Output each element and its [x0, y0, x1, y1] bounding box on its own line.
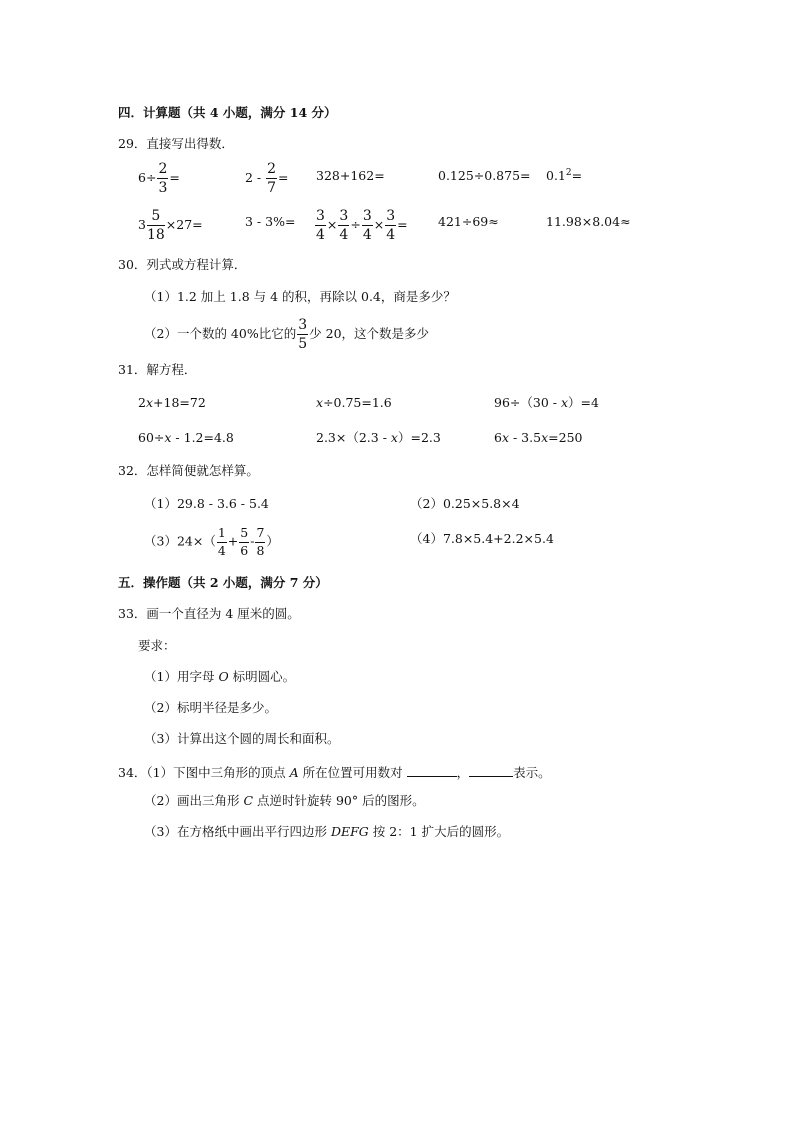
fraction: $\frac{5}{6}$	[240, 525, 249, 558]
fraction: $\frac{2}{7}$	[267, 161, 277, 196]
fraction: $\frac{3}{4}$	[316, 208, 325, 243]
section-5-heading: 五．操作题（共 2 小题，满分 7 分）	[118, 575, 328, 590]
fraction: $\frac{7}{8}$	[256, 525, 265, 558]
q30-part2: （2）一个数的 40%比它的 $\frac{3}{5}$ 少 20，这个数是多少	[144, 317, 430, 352]
q33-req-2: （2）标明半径是多少。	[144, 700, 277, 715]
fraction: $\frac{3}{4}$	[386, 208, 396, 243]
q34-part1: 34．（1）下图中三角形的顶点 A 所在位置可用数对 ， 表示。	[118, 765, 551, 780]
fraction: $\frac{2}{3}$	[158, 161, 168, 196]
q34-part2: （2）画出三角形 C 点逆时针旋转 90° 后的图形。	[144, 793, 425, 808]
q31-eq4: 60÷x - 1.2=4.8	[138, 430, 234, 445]
fraction: $\frac{3}{4}$	[362, 208, 372, 243]
q32-part1: （1）29.8 - 3.6 - 5.4	[144, 496, 269, 511]
q29-r2-c: $\frac{3}{4}$ × $\frac{3}{4}$ ÷ $\frac{3}{4}$ × $\frac{3}{4}$ =	[316, 208, 408, 243]
q29-r1-e: $0.1^2=$	[546, 168, 583, 183]
q32-part4: （4）7.8×5.4+2.2×5.4	[410, 531, 554, 546]
q32-part2: （2）0.25×5.8×4	[410, 496, 520, 511]
answer-blank[interactable]	[469, 764, 513, 777]
q29-r1-b: 2 - $\frac{2}{7}$ =	[245, 161, 289, 196]
q29-r2-d: 421÷69≈	[438, 214, 499, 229]
fraction: $\frac{5}{18}$	[146, 208, 165, 243]
fraction: $\frac{3}{4}$	[339, 208, 349, 243]
q32-title: 32．怎样简便就怎样算。	[118, 463, 259, 478]
q31-eq2: x÷0.75=1.6	[316, 395, 392, 410]
q31-eq6: 6x - 3.5x=250	[494, 430, 583, 445]
q32-part3: （3）24×（ $\frac{1}{4}$ + $\frac{5}{6}$ - $\frac{7}{8}$ ）	[144, 525, 279, 558]
q33-req-1: （1）用字母 O 标明圆心。	[144, 669, 296, 684]
q31-title: 31．解方程．	[118, 362, 197, 377]
q30-title: 30．列式或方程计算．	[118, 257, 247, 272]
q33-req-3: （3）计算出这个圆的周长和面积。	[144, 731, 340, 746]
q29-r2-e: 11.98×8.04≈	[546, 214, 631, 229]
q29-r1-d: 0.125÷0.875=	[438, 168, 531, 183]
q29-r1-a: 6÷ $\frac{2}{3}$ =	[138, 161, 180, 196]
q29-title: 29．直接写出得数．	[118, 136, 234, 151]
q34-part3: （3）在方格纸中画出平行四边形 DEFG 按 2：1 扩大后的圆形。	[144, 824, 510, 839]
fraction: $\frac{1}{4}$	[217, 525, 226, 558]
q31-eq1: 2x+18=72	[138, 395, 206, 410]
fraction: $\frac{3}{5}$	[298, 317, 308, 352]
q30-part1: （1）1.2 加上 1.8 与 4 的积，再除以 0.4，商是多少？	[144, 289, 456, 304]
q29-r2-b: 3 - 3%=	[245, 214, 296, 229]
q33-requirements: 要求：	[138, 638, 176, 653]
q31-eq3: 96÷（30 - x）=4	[494, 395, 599, 410]
q29-r1-c: 328+162=	[316, 168, 385, 183]
q33-title: 33．画一个直径为 4 厘米的圆。	[118, 606, 300, 621]
q31-eq5: 2.3×（2.3 - x）=2.3	[316, 430, 441, 445]
section-4-heading: 四．计算题（共 4 小题，满分 14 分）	[118, 105, 337, 120]
q29-r2-a: 3 $\frac{5}{18}$ ×27=	[138, 208, 203, 243]
answer-blank[interactable]	[407, 764, 457, 777]
